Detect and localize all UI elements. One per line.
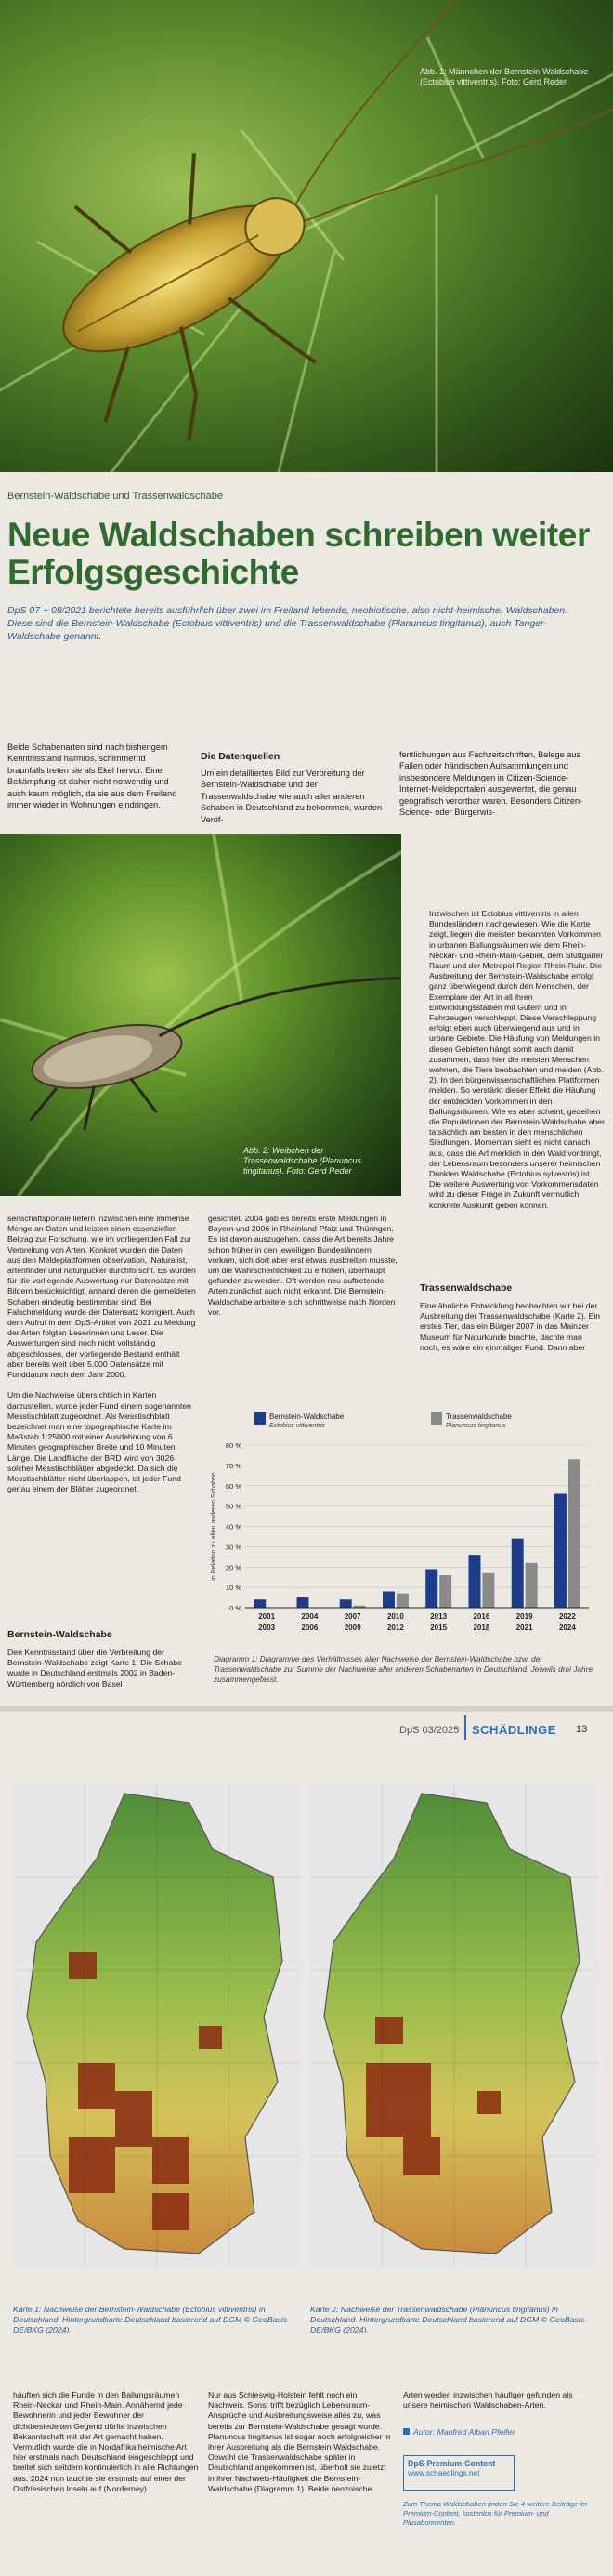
- text-column-middle: gesichtet. 2004 gab es bereits erste Meldungen in Bayern und 2006 in Rheinland-Pfalz und Thüringen. Es ist davon auszugehen, dass die Art bereits Jahre schon früher in den jeweiligen Bundesländern vorkam, sich dort aber erst etwas ausbreiten musste, um die Wahrscheinlichkeit zu erhöhen, überhaupt gefunden zu werden. Oft werden neu auftretende Arten zunächst auch nicht erkannt. Die Bernstein-Waldschabe arbeitete sich schrittweise nach Norden vor.: [208, 1214, 398, 1317]
- bar: [383, 1592, 395, 1609]
- x-tick-label-start: 2013: [430, 1612, 448, 1621]
- author-name: Autor: Manfred Alban Pfeifer: [413, 2427, 515, 2437]
- article-topic: Bernstein-Waldschabe und Trassenwaldschabe: [7, 491, 223, 502]
- section-heading-data-sources: Die Datenquellen: [201, 751, 280, 762]
- chart-svg: [208, 1408, 598, 1640]
- text-column-1: Beide Schabenarten sind nach bisherigem Kenntnisstand harmlos, schimmernd braunfalls treten sie als Ekel hervor. Eine Bekämpfung ist daher nicht notwendig und auch kaum möglich, da sie aus dem Freiland immer wieder in Wohnungen eindringen.: [7, 743, 177, 810]
- legend-sublabel: Planuncus tingitanus: [446, 1423, 506, 1429]
- section-label: SCHÄDLINGE: [472, 1723, 556, 1737]
- photo-caption: Abb. 1: Männchen der Bernstein-Waldschabe (Ectobius vittiventris). Foto: Gerd Reder: [420, 67, 589, 86]
- text-trassen: Eine ähnliche Entwicklung beobachten wir bei der Ausbreitung der Trassenwaldschabe (Karte 2). Ein erstes Tier, das ein Bürger 2007 in das Mainzer Museum für Naturkunde brachte, dachte man noch, es wäre ein einmaliger Fund. Dann aber: [420, 1301, 601, 1352]
- bar: [297, 1597, 309, 1608]
- author-marker-icon: [403, 2428, 410, 2435]
- bar: [554, 1494, 567, 1609]
- x-tick-label-end: 2009: [344, 1623, 361, 1632]
- y-tick-label: 20 %: [225, 1563, 241, 1572]
- x-tick-label-end: 2006: [301, 1623, 319, 1632]
- x-tick-label-start: 2001: [258, 1612, 276, 1621]
- x-tick-label-start: 2010: [386, 1612, 404, 1621]
- x-tick-label-start: 2007: [344, 1612, 361, 1621]
- x-tick-label-start: 2019: [515, 1612, 533, 1621]
- y-tick-label: 10 %: [225, 1584, 241, 1593]
- germany-map-2: [310, 1784, 598, 2267]
- map-2-caption: Karte 2: Nachweise der Trassenwaldschabe (Planuncus tingitanus) in Deutschland. Hintergrundkarte Deutschland basierend auf DGM © GeoBasis-DE/BKG (2024).: [310, 2305, 588, 2335]
- author-line: [403, 2427, 515, 2437]
- y-tick-label: 50 %: [225, 1502, 241, 1511]
- germany-map-1: [13, 1784, 301, 2267]
- x-tick-label-end: 2021: [515, 1623, 533, 1632]
- x-tick-label-end: 2012: [386, 1623, 404, 1632]
- y-tick-label: 60 %: [225, 1481, 241, 1491]
- chart-caption: Diagramm 1: Diagramme des Verhältnisses aller Nachweise der Bernstein-Waldschabe bzw. der Trassenwaldschabe zur Summe der Nachweise aller anderen Schabenarten in Deutschland. Jeweils drei Jahre zusammengefasst.: [214, 1654, 593, 1684]
- x-tick-label-end: 2003: [258, 1623, 276, 1632]
- bar: [425, 1569, 437, 1608]
- text-column-3: Arten werden inzwischen häufiger gefunden als unsere heimischen Waldschaben-Arten.: [403, 2390, 573, 2411]
- section-heading-bernstein: Bernstein-Waldschabe: [7, 1629, 112, 1640]
- map-2-trassen: [310, 1784, 598, 2267]
- legend-label: Trassenwaldschabe: [446, 1413, 512, 1421]
- legend-label: Bernstein-Waldschabe: [269, 1413, 345, 1421]
- y-tick-label: 80 %: [225, 1441, 241, 1450]
- section-heading-trassen: Trassenwaldschabe: [420, 1282, 513, 1294]
- y-tick-label: 0 %: [229, 1604, 241, 1612]
- page-number: 13: [576, 1724, 588, 1735]
- map-1-bernstein: [13, 1784, 301, 2267]
- premium-url[interactable]: www.schaedlings.net: [408, 2468, 480, 2477]
- y-tick-label: 40 %: [225, 1522, 241, 1531]
- bar-chart-diagram-1: [208, 1408, 598, 1640]
- text-column-right: Inzwischen ist Ectobius vittiventris in allen Bundesländern nachgewiesen. Wie die Karte zeigt, liegen die meisten bekannten Vorkommen in urbanen Ballungsräumen wie dem Rhein-Neckar- und Rhein-Main-Gebiet, dem Stuttgarter Raum und der Metropol-Region Rhein-Ruhr. Die Ausbreitung der Bernstein-Waldschabe erfolgt ganz überwiegend durch den Menschen, der Exemplare der Art in all ihren Entwicklungsstadien mit Gütern und in Fahrzeugen verschleppt. Diese Verschleppung erfolgt eben auch überwiegend aus und in urbane Gebiete. Die Häufung von Meldungen in diesen Gebieten hängt somit auch damit zusammen, dass hier die meisten Menschen wohnen, die Tiere beobachten und melden (Abb. 2). In den bürgerwissenschaftlichen Plattformen melden. So verstärkt dieser Effekt die Häufung der entdeckten Vorkommen in den Ballungsräumen. Wie es aber scheint, gedeihen die Populationen der Bernstein-Waldschabe aber tatsächlich am besten in den menschlichen Siedlungen. Momentan sieht es nicht danach aus, dass die Art merklich in den Wald vordringt, der Lebensraum besonders unserer heimischen Dunklen Waldschabe (Ectobius sylvestris) ist. Die weitere Auswertung von Vorkommensdaten wird zu dieser Frage in Zukunft vermutlich konkrete Auskunft geben können.: [429, 909, 605, 1210]
- x-tick-label-start: 2022: [558, 1612, 576, 1621]
- article-lead: DpS 07 + 08/2021 berichtete bereits ausführlich über zwei im Freiland lebende, neobiotische, also nicht-heimische, Waldschaben. Diese sind die Bernstein-Waldschabe (Ectobius vittiventris) und die Trassenwaldschabe (Planuncus tingitanus), auch Tanger-Waldschabe genannt.: [7, 605, 568, 642]
- text-bernstein: Den Kenntnisstand über die Verbreitung der Bernstein-Waldschabe zeigt Karte 1. Die Schabe wurde in Deutschland erstmals 2002 in Baden-Württemberg nördlich von Basel: [7, 1648, 183, 1689]
- bar: [397, 1594, 409, 1608]
- leaf-photo-illustration: [0, 834, 401, 1196]
- bar: [512, 1539, 524, 1608]
- issue-label: DpS 03/2025: [399, 1725, 460, 1736]
- header-rule: [464, 1715, 466, 1740]
- bar: [439, 1575, 451, 1608]
- text-column-left: senschaftsportale liefern inzwischen eine immense Menge an Daten und leisten einen essenziellen Beitrag zur Forschung, wie im vorliegenden Fall zur Verbreitung von Arten. Konkret wurden die Daten aus den Meldeplattformen observation, iNaturalist, artenfinder und naturgucker durchforscht. Es wurden für die vorliegende Auswertung nur Datensätze mit Bildern berücksichtigt, anhand deren die gemeldeten Schaben eindeutig bestimmbar sind. Bei Falschmeldung wurde der Datensatz korrigiert. Auch dem Aufruf in dem DpS-Artikel von 2021 zu Meldung der Arten folgten Leserinnen und Leser. Die Auswertungen sind noch nicht vollständig abgeschlossen, der vorliegende Bestand enthält aber bereits weit über 5.000 Datensätze mit Funddatum nach dem Jahr 2000. Um die Nachweise übersichtlich in Karten darzustellen, wurde jeder Fund einem sogenannten Messtischblatt zugeordnet. Als Messtischblatt bezeichnet man eine topographische Karte im Maßstab 1:25000 mit einer Ausdehnung von 6 Minuten geographischer Breite und 10 Minuten Länge. Die Landfläche der BRD wird von 3026 solcher Messtischblätter abgedeckt. Da sich die Messtischblätter nicht überlappen, ist jeder Fund genau einem der Blätter zugeordnet.: [7, 1214, 196, 1494]
- premium-title: DpS-Premium-Content: [408, 2459, 496, 2468]
- y-axis-label: in Relation zu allen anderen Schaben: [211, 1472, 217, 1581]
- bar: [469, 1555, 481, 1608]
- y-tick-label: 30 %: [225, 1543, 241, 1552]
- x-tick-label-start: 2016: [473, 1612, 490, 1621]
- article-headline: Neue Waldschaben schreiben weiter Erfolgsgeschichte: [7, 516, 590, 591]
- map-1-caption: Karte 1: Nachweise der Bernstein-Waldschabe (Ectobius vittiventris) in Deutschland. Hintergrundkarte Deutschland basierend auf DGM © GeoBasis-DE/BKG (2024).: [13, 2305, 291, 2335]
- legend-swatch: [431, 1412, 442, 1425]
- text-column-2: Um ein detailliertes Bild zur Verbreitung der Bernstein-Waldschabe und der Trassenwaldschabe wie auch aller anderen Schaben in Deutschland zu bekommen, wurden Veröf-: [201, 769, 383, 824]
- premium-content-box[interactable]: [403, 2455, 515, 2491]
- bar: [526, 1563, 538, 1608]
- x-tick-label-end: 2024: [558, 1623, 576, 1632]
- text-column-1: häuften sich die Funde in den Ballungsräumen Rhein-Neckar und Rhein-Main. Annähernd jede Bewohnerin und jeder Bewohner der dichtbesiedelten Gegend dürfte inzwischen Bekanntschaft mit der Art gemacht haben. Vermutlich wurde die in Nordafrika heimische Art hier erstmals nach Deutschland eingeschleppt und breitet sich seitdem kontinuierlich in alle Richtungen aus. 2024 nun tauchte sie erstmals auf einer der Ostfriesischen Inseln auf (Norderney).: [13, 2390, 199, 2493]
- hero-photo-male-cockroach: [0, 0, 613, 472]
- bar: [254, 1599, 266, 1608]
- x-tick-label-start: 2004: [301, 1612, 319, 1621]
- text-column-3: fentlichungen aus Fachzeitschriften, Belege aus Fallen oder händischen Aufsammlungen und insbesondere Meldungen in Citizen-Science-Internet-Meldeportalen ausgewertet, die genau geografisch verortbar waren. Besonders Citizen-Science- oder Bürgerwis-: [399, 750, 583, 818]
- bar: [340, 1599, 352, 1608]
- page-divider: [0, 1706, 613, 1712]
- photo-female-trassenwaldschabe: [0, 834, 401, 1196]
- premium-note: Zum Thema Waldschaben finden Sie 4 weitere Beiträge im Premium-Content, kostenlos für Premium- und Plusabonnenten.: [403, 2500, 588, 2527]
- bar: [482, 1573, 494, 1608]
- legend-sublabel: Ectobius vittiventris: [269, 1423, 325, 1429]
- y-tick-label: 70 %: [225, 1461, 241, 1470]
- x-tick-label-end: 2015: [430, 1623, 448, 1632]
- x-tick-label-end: 2018: [473, 1623, 490, 1632]
- photo-caption: Abb. 2: Weibchen der Trassenwaldschabe (Planuncus tingitanus). Foto: Gerd Reder: [243, 1146, 361, 1176]
- legend-swatch: [254, 1412, 266, 1425]
- bar: [568, 1459, 580, 1608]
- text-column-2: Nur aus Schleswig-Holstein fehlt noch ein Nachweis. Sonst trifft bezüglich Lebensraum-Ansprüche und Ausbreitungsweise alles zu, was bereits zur Bernstein-Waldschabe gesagt wurde. Planuncus tingitanus ist sogar noch erfolgreicher in ihrer Ausbreitung als die Bernstein-Waldschabe. Obwohl die Trassenwaldschabe später in Deutschland angekommen ist, überholt sie zuletzt in ihrer Nachweis-Häufigkeit die Bernstein-Waldschabe (Diagramm 1). Beide neozoische: [208, 2390, 391, 2493]
